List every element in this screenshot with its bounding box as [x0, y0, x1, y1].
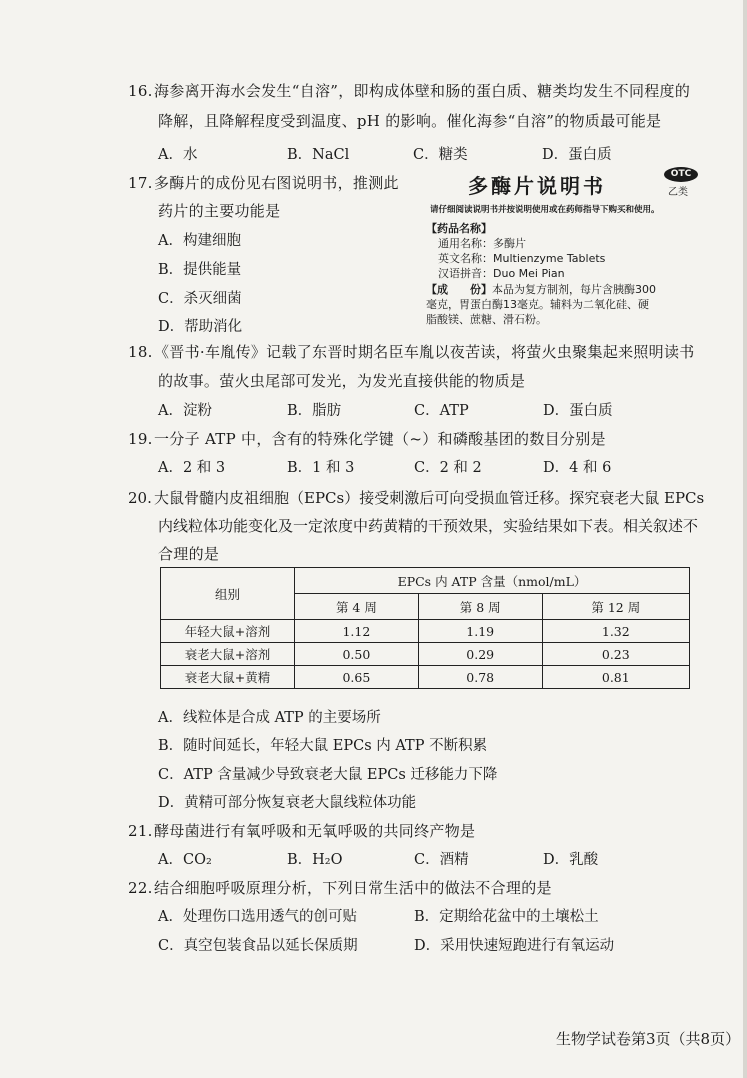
q22-option-d[interactable]: D．采用快速短跑进行有氧运动 — [414, 938, 615, 954]
cell-value: 0.50 — [295, 643, 419, 666]
q17-line1: 17.多酶片的成份见右图说明书，推测此 — [128, 174, 399, 192]
q18-option-b[interactable]: B．脂肪 — [287, 403, 342, 419]
q21-option-c[interactable]: C．酒精 — [414, 852, 469, 868]
q17-option-d[interactable]: D．帮助消化 — [158, 319, 243, 335]
q16-number: 16. — [128, 82, 153, 100]
q19-option-b[interactable]: B．1 和 3 — [287, 460, 355, 476]
q20-option-c[interactable]: C．ATP 含量减少导致衰老大鼠 EPCs 迁移能力下降 — [158, 767, 498, 783]
page-footer: 生物学试卷第3页（共8页） — [556, 1030, 741, 1048]
q18-number: 18. — [128, 343, 153, 361]
group-header: 组别 — [161, 568, 295, 620]
cell-value: 0.65 — [295, 666, 419, 689]
q22-option-c[interactable]: C．真空包装食品以延长保质期 — [158, 938, 358, 954]
q19-line1: 19.一分子 ATP 中，含有的特殊化学键（~）和磷酸基团的数目分别是 — [128, 430, 606, 448]
q19-option-d[interactable]: D．4 和 6 — [543, 460, 612, 476]
q16-option-d[interactable]: D．蛋白质 — [542, 147, 612, 163]
cell-value: 1.19 — [418, 620, 542, 643]
table-row — [161, 666, 690, 689]
q17-option-c[interactable]: C．杀灭细菌 — [158, 291, 242, 307]
q21-line1: 21.酵母菌进行有氧呼吸和无氧呼吸的共同终产物是 — [128, 822, 476, 840]
q17-option-b[interactable]: B．提供能量 — [158, 262, 242, 278]
q17-line2: 药片的主要功能是 — [158, 202, 281, 220]
insert-title: 多酶片说明书 — [468, 174, 606, 198]
cell-value: 0.23 — [542, 643, 689, 666]
q18-option-c[interactable]: C．ATP — [414, 403, 469, 419]
q21-number: 21. — [128, 822, 153, 840]
q22-line1: 22.结合细胞呼吸原理分析，下列日常生活中的做法不合理的是 — [128, 879, 552, 897]
q22-option-a[interactable]: A．处理伤口选用透气的创可贴 — [158, 909, 357, 925]
cell-value: 0.81 — [542, 666, 689, 689]
week-header: 第 4 周 — [295, 594, 419, 620]
table-row — [161, 620, 690, 643]
q20-line3: 合理的是 — [158, 545, 220, 563]
q22-number: 22. — [128, 879, 153, 897]
insert-composition-3: 脂酸镁、蔗糖、滑石粉。 — [426, 313, 547, 326]
insert-section-name: 【药品名称】 — [426, 222, 492, 235]
q20-option-a[interactable]: A．线粒体是合成 ATP 的主要场所 — [158, 710, 381, 726]
value-header: EPCs 内 ATP 含量（nmol/mL） — [295, 568, 690, 594]
q16-line2: 降解，且降解程度受到温度、pH 的影响。催化海参“自溶”的物质最可能是 — [158, 112, 662, 130]
q21-option-d[interactable]: D．乳酸 — [543, 852, 599, 868]
otc-class: 乙类 — [668, 187, 688, 198]
q17-option-a[interactable]: A．构建细胞 — [158, 233, 241, 249]
week-header: 第 12 周 — [542, 594, 689, 620]
scan-edge — [743, 0, 747, 1078]
q20-option-d[interactable]: D．黄精可部分恢复衰老大鼠线粒体功能 — [158, 795, 417, 811]
q22-option-b[interactable]: B．定期给花盆中的土壤松土 — [414, 909, 599, 925]
insert-english-name: 英文名称：Multienzyme Tablets — [438, 252, 606, 265]
q20-number: 20. — [128, 489, 152, 507]
q19-number: 19. — [128, 430, 153, 448]
cell-value: 0.29 — [418, 643, 542, 666]
q18-line1: 18.《晋书·车胤传》记载了东晋时期名臣车胤以夜苦读，将萤火虫聚集起来照明读书 — [128, 343, 695, 361]
q18-line2: 的故事。萤火虫尾部可发光，为发光直接供能的物质是 — [158, 372, 526, 390]
otc-badge: OTC — [664, 167, 698, 182]
cell-value: 0.78 — [418, 666, 542, 689]
cell-value: 1.12 — [295, 620, 419, 643]
week-header: 第 8 周 — [418, 594, 542, 620]
row-group: 衰老大鼠+黄精 — [161, 666, 295, 689]
row-group: 衰老大鼠+溶剂 — [161, 643, 295, 666]
atp-table — [160, 567, 690, 689]
insert-generic-name: 通用名称：多酶片 — [438, 237, 526, 250]
q21-option-b[interactable]: B．H₂O — [287, 852, 343, 868]
q21-option-a[interactable]: A．CO₂ — [158, 852, 212, 868]
insert-composition-2: 毫克，胃蛋白酶13毫克。辅料为二氧化硅、硬 — [426, 298, 649, 311]
q16-line1: 16.海参离开海水会发生“自溶”，即构成体壁和肠的蛋白质、糖类均发生不同程度的 — [128, 82, 691, 100]
cell-value: 1.32 — [542, 620, 689, 643]
row-group: 年轻大鼠+溶剂 — [161, 620, 295, 643]
insert-pinyin: 汉语拼音：Duo Mei Pian — [438, 267, 565, 280]
q18-option-a[interactable]: A．淀粉 — [158, 403, 212, 419]
q20-line1: 20. 大鼠骨髓内皮祖细胞（EPCs）接受刺激后可向受损血管迁移。探究衰老大鼠 EPCs — [128, 489, 705, 507]
q19-option-a[interactable]: A．2 和 3 — [158, 460, 226, 476]
insert-composition: 【成 份】本品为复方制剂，每片含胰酶300 — [426, 283, 656, 296]
q16-option-b[interactable]: B．NaCl — [287, 147, 350, 163]
q19-option-c[interactable]: C．2 和 2 — [414, 460, 482, 476]
table-row — [161, 643, 690, 666]
insert-warning: 请仔细阅读说明书并按说明使用或在药师指导下购买和使用。 — [430, 205, 660, 215]
q17-number: 17. — [128, 174, 153, 192]
q16-option-c[interactable]: C．糖类 — [413, 147, 468, 163]
q18-option-d[interactable]: D．蛋白质 — [543, 403, 613, 419]
q20-line2: 内线粒体功能变化及一定浓度中药黄精的干预效果，实验结果如下表。相关叙述不 — [158, 517, 699, 535]
q20-option-b[interactable]: B．随时间延长，年轻大鼠 EPCs 内 ATP 不断积累 — [158, 738, 488, 754]
q16-option-a[interactable]: A．水 — [158, 147, 198, 163]
